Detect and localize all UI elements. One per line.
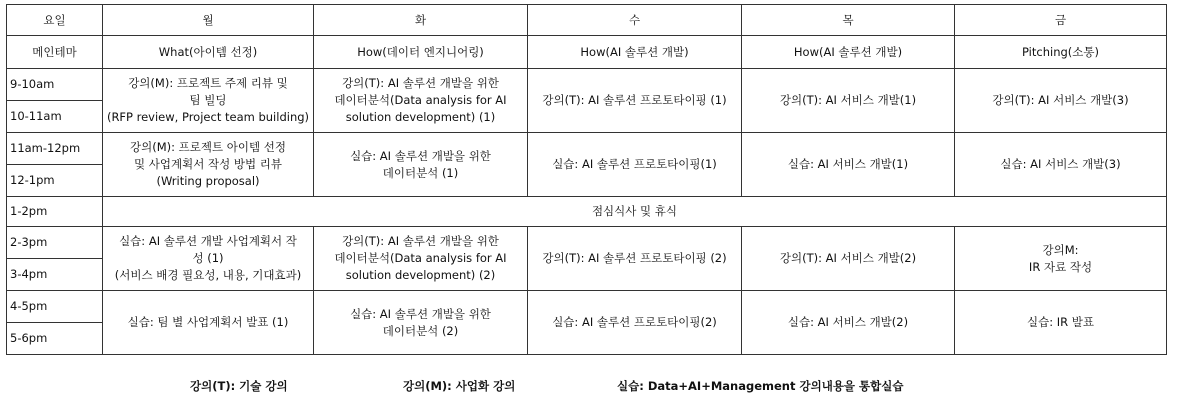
session-line: (RFP review, Project team building) [106, 110, 310, 124]
session-cell-mon [103, 133, 314, 197]
session-cell-fri: 실습: IR 발표 [955, 291, 1167, 355]
header-row [7, 5, 1167, 36]
session-line: 실습: AI 솔루션 개발을 위한 [350, 306, 491, 321]
session-line: 강의M: [1042, 242, 1079, 257]
session-cell-thu: 강의(T): AI 서비스 개발(2) [742, 227, 955, 291]
session-cell-fri [955, 227, 1167, 291]
day-header-wed: 수 [528, 5, 742, 36]
session-line: 데이터분석(Data analysis for AI [334, 251, 507, 265]
theme-tue: How(데이터 엔지니어링) [314, 36, 528, 69]
legend-tech-lecture: 강의(T): 기술 강의 [190, 379, 288, 393]
session-line: (서비스 배경 필요성, 내용, 기대효과) [114, 268, 302, 282]
theme-label-cell: 메인테마 [7, 36, 103, 69]
day-header-mon: 월 [103, 5, 314, 36]
session-line: 실습: AI 솔루션 개발을 위한 [350, 148, 491, 163]
day-header-thu: 목 [742, 5, 955, 36]
session-cell-tue [314, 69, 528, 133]
session-cell-wed: 강의(T): AI 솔루션 프로토타이핑 (1) [528, 69, 742, 133]
session-cell-tue [314, 133, 528, 197]
time-row [7, 133, 1167, 165]
session-cell-tue [314, 291, 528, 355]
session-line: 실습: AI 솔루션 개발 사업계획서 작 [119, 234, 297, 248]
session-line: 강의(M): 프로젝트 아이템 선정 [130, 140, 286, 154]
legend-business-lecture: 강의(M): 사업화 강의 [403, 379, 516, 393]
session-cell-fri: 실습: AI 서비스 개발(3) [955, 133, 1167, 197]
session-line: 데이터분석 (2) [382, 323, 459, 338]
session-cell-tue [314, 227, 528, 291]
day-label-cell: 요일 [7, 5, 103, 36]
day-header-tue: 화 [314, 5, 528, 36]
session-line: IR 자료 작성 [1028, 259, 1093, 274]
session-cell-wed: 강의(T): AI 솔루션 프로토타이핑 (2) [528, 227, 742, 291]
time-cell: 11am-12pm [7, 133, 103, 165]
theme-row [7, 36, 1167, 69]
session-line: (Writing proposal) [156, 174, 260, 188]
time-row [7, 291, 1167, 323]
legend-practice: 실습: Data+AI+Management 강의내용을 통합실습 [617, 379, 904, 393]
time-row [7, 69, 1167, 101]
lunch-row [7, 197, 1167, 227]
time-cell: 5-6pm [7, 323, 103, 355]
session-line: 강의(T): AI 솔루션 개발을 위한 [342, 76, 499, 90]
time-row [7, 227, 1167, 259]
day-header-fri: 금 [955, 5, 1167, 36]
time-cell: 1-2pm [7, 197, 103, 227]
session-cell-fri: 강의(T): AI 서비스 개발(3) [955, 69, 1167, 133]
session-line: 및 사업계획서 작성 방법 리뷰 [134, 157, 282, 171]
session-line: 강의(M): 프로젝트 주제 리뷰 및 [128, 76, 288, 90]
time-cell: 3-4pm [7, 259, 103, 291]
session-line: 강의(T): AI 솔루션 개발을 위한 [342, 234, 499, 248]
session-line: solution development) (2) [345, 268, 496, 282]
time-cell: 2-3pm [7, 227, 103, 259]
lunch-cell: 점심식사 및 휴식 [103, 197, 1167, 227]
session-cell-wed: 실습: AI 솔루션 프로토타이핑(2) [528, 291, 742, 355]
session-line: 데이터분석 (1) [382, 165, 459, 180]
session-cell-mon: 실습: 팀 별 사업계획서 발표 (1) [103, 291, 314, 355]
time-cell: 4-5pm [7, 291, 103, 323]
weekly-schedule-table [6, 4, 1167, 355]
session-cell-mon [103, 227, 314, 291]
theme-mon: What(아이템 선정) [103, 36, 314, 69]
session-cell-wed: 실습: AI 솔루션 프로토타이핑(1) [528, 133, 742, 197]
time-cell: 12-1pm [7, 165, 103, 197]
session-cell-thu: 강의(T): AI 서비스 개발(1) [742, 69, 955, 133]
session-line: 성 (1) [192, 251, 224, 265]
theme-fri: Pitching(소통) [955, 36, 1167, 69]
session-cell-mon [103, 69, 314, 133]
time-cell: 10-11am [7, 101, 103, 133]
session-cell-thu: 실습: AI 서비스 개발(2) [742, 291, 955, 355]
theme-thu: How(AI 솔루션 개발) [742, 36, 955, 69]
session-cell-thu: 실습: AI 서비스 개발(1) [742, 133, 955, 197]
session-line: 데이터분석(Data analysis for AI [334, 93, 507, 107]
time-cell: 9-10am [7, 69, 103, 101]
theme-wed: How(AI 솔루션 개발) [528, 36, 742, 69]
session-line: 팀 빌딩 [189, 93, 227, 107]
session-line: solution development) (1) [345, 110, 496, 124]
